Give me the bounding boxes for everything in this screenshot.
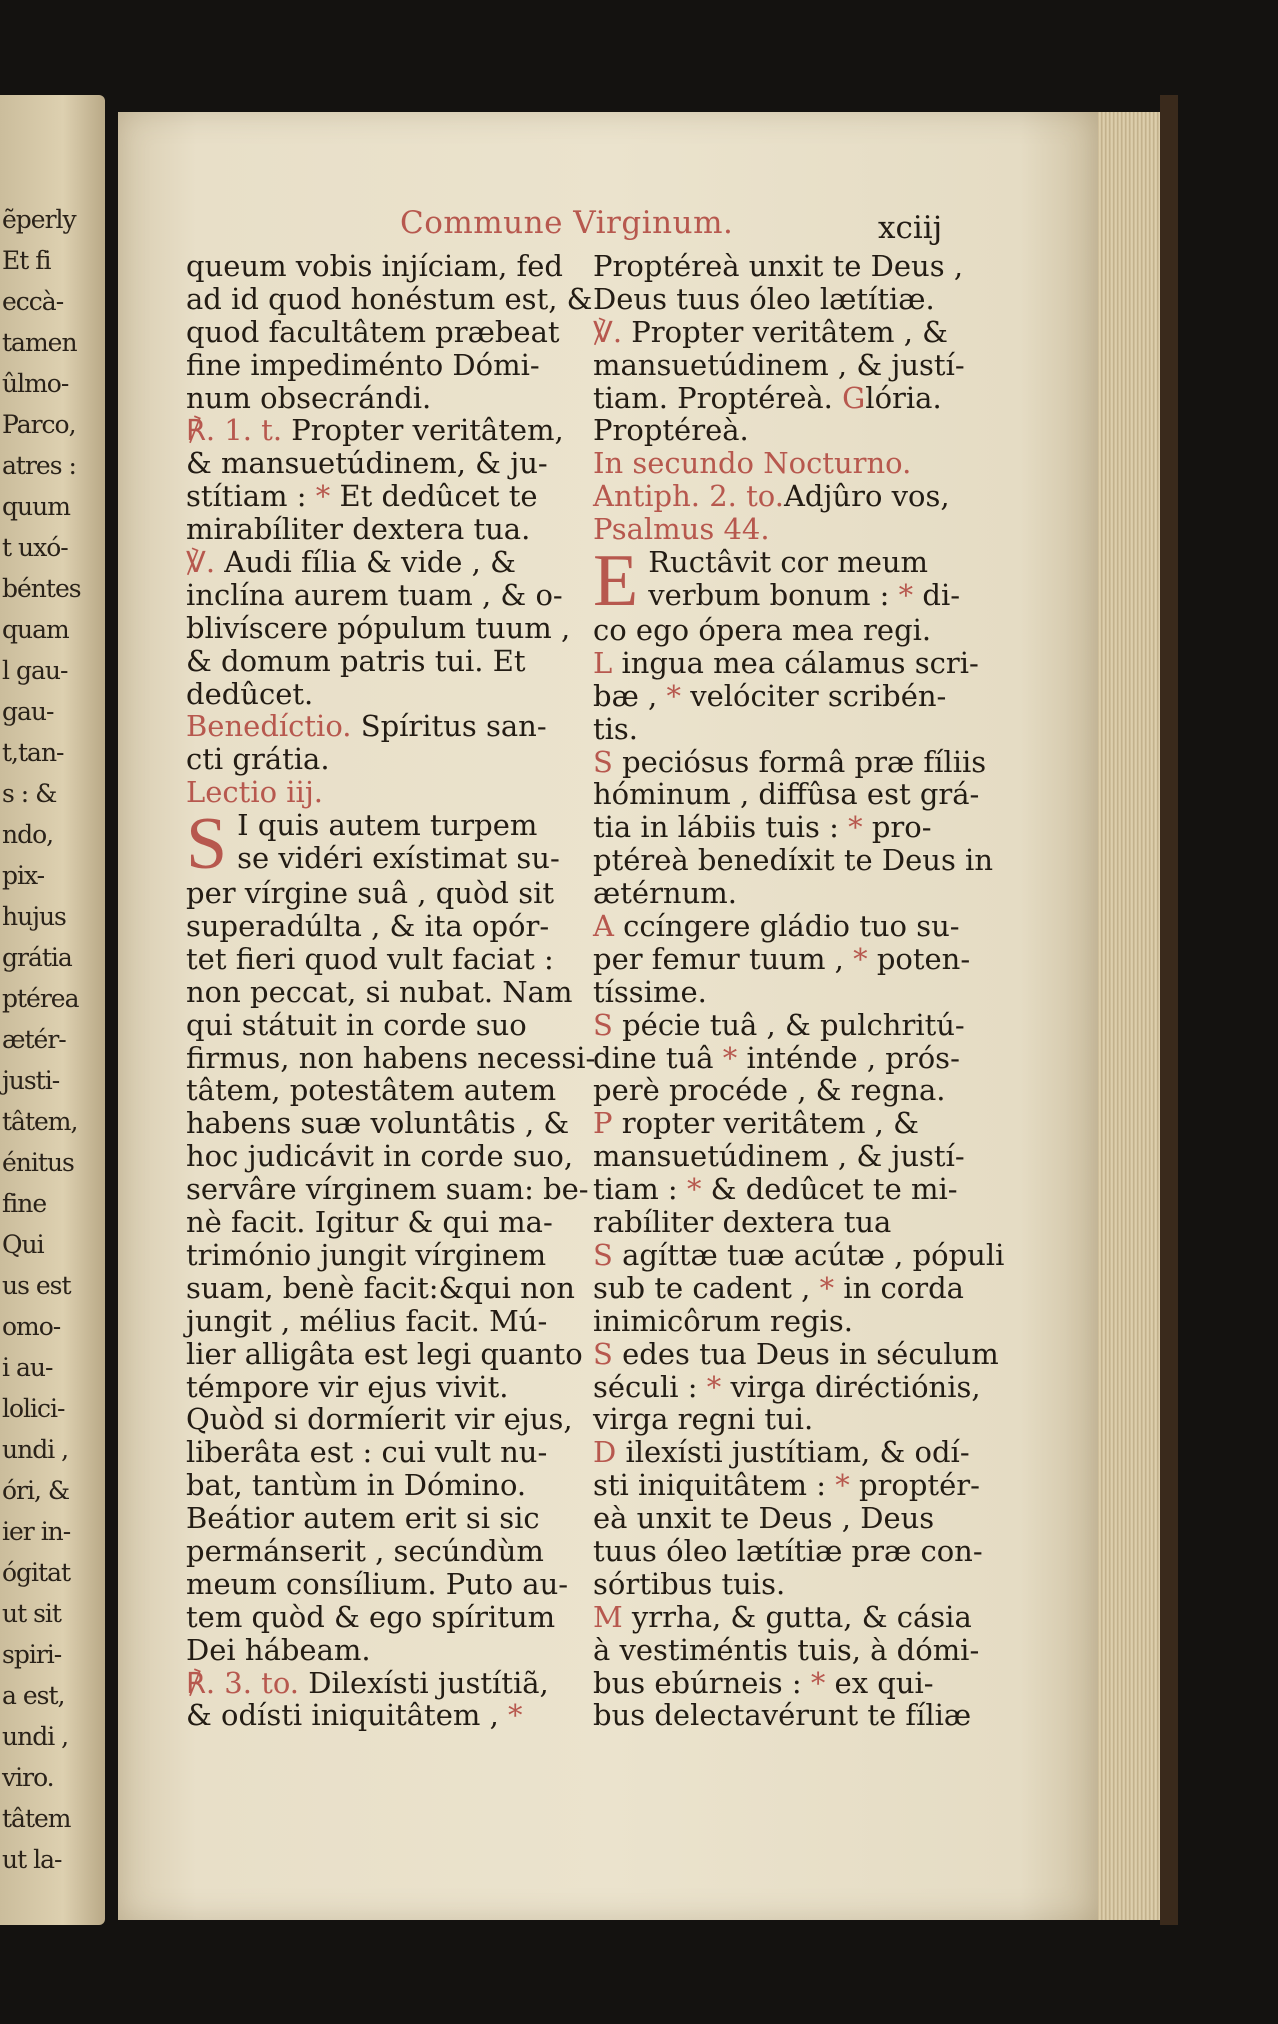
body-text: bat, tantùm in Dómino. — [186, 1468, 527, 1503]
text-line — [186, 612, 576, 645]
text-line — [593, 1369, 981, 1404]
facing-page-fragment: us est — [2, 1271, 71, 1300]
body-text: suam, benè facit:&qui non — [186, 1270, 575, 1305]
text-line — [186, 1601, 576, 1634]
rubric-text: P — [593, 1106, 622, 1141]
body-text: servâre vírginem suam: be- — [186, 1172, 589, 1207]
left-lines-bottom — [186, 876, 596, 1733]
text-line — [186, 1305, 576, 1338]
text-line — [186, 1009, 576, 1042]
body-text: & domum patris tui. Et — [186, 643, 526, 678]
facing-page-fragment: fine — [2, 1189, 47, 1218]
body-text: pécie tuâ , & pulchritú- — [622, 1007, 965, 1042]
facing-page-fragment: ier in- — [2, 1517, 71, 1546]
text-line — [186, 1699, 576, 1732]
text-line — [593, 1336, 999, 1371]
body-text: virga diréctiónis, — [730, 1369, 981, 1404]
text-line — [593, 976, 978, 1009]
body-text: ccíngere gládio tuo su- — [623, 909, 960, 944]
facing-page-fragment: tâtem — [2, 1804, 71, 1833]
body-text: trimónio jungit vírginem — [186, 1237, 547, 1272]
text-line — [593, 414, 978, 447]
text-line — [186, 1074, 576, 1107]
body-text: proptér- — [858, 1468, 980, 1503]
body-text: queum vobis injíciam, fed — [186, 249, 563, 283]
text-line — [186, 1634, 576, 1667]
text-line — [186, 809, 576, 842]
rubric-text: S — [593, 1007, 623, 1042]
facing-page-fragment: l gau- — [2, 656, 68, 685]
right-column — [593, 249, 1005, 1733]
body-text: peciósus formâ præ fíliis — [622, 744, 987, 779]
text-line — [186, 250, 576, 283]
text-line — [593, 546, 978, 579]
text-line — [186, 743, 576, 776]
right-lines-top — [593, 250, 978, 546]
text-line — [186, 910, 576, 943]
text-line — [593, 843, 993, 878]
body-text: tuus óleo lætítiæ præ con- — [593, 1533, 983, 1568]
body-text: Proptéreà. — [593, 413, 749, 448]
body-text: se vidéri exístimat su- — [237, 841, 560, 876]
text-line — [186, 1436, 576, 1469]
body-text: bus delectavérunt te fíliæ — [593, 1698, 972, 1733]
body-text: velóciter scribén- — [690, 678, 947, 713]
body-text: permánserit , secúndùm — [186, 1533, 544, 1568]
text-line — [593, 1568, 978, 1601]
running-header: Commune Virginum. — [400, 205, 734, 241]
facing-page-fragment: atres : — [2, 451, 76, 480]
body-text: per vírgine suâ , quòd sit — [186, 876, 555, 911]
rubric-text: Lectio iij. — [186, 775, 324, 810]
body-text: poten- — [876, 941, 971, 976]
text-line — [593, 910, 978, 943]
body-text: Ructâvit cor meum — [648, 546, 929, 580]
body-text: Deus tuus óleo lætítiæ. — [593, 281, 935, 316]
page-number: xciij — [878, 210, 943, 246]
body-text: blivíscere pópulum tuum , — [186, 610, 571, 645]
rubric-text: * — [835, 1468, 859, 1503]
rubric-text: In secundo Nocturno. — [593, 446, 912, 481]
body-text: tiam : — [593, 1172, 687, 1207]
facing-page-fragment: ætér- — [2, 1025, 66, 1054]
text-line — [593, 614, 978, 647]
body-text: mansuetúdinem , & justí- — [593, 347, 965, 382]
body-text: sub te cadent , — [593, 1270, 820, 1305]
text-line — [593, 382, 978, 415]
text-line — [593, 744, 987, 779]
body-text: di- — [922, 577, 961, 612]
text-line — [593, 1601, 978, 1634]
text-line — [186, 1535, 576, 1568]
body-text: dedûcet. — [186, 676, 314, 711]
text-line — [593, 480, 978, 513]
body-text: Et dedûcet te — [339, 479, 538, 514]
body-text: lier alligâta est legi quanto — [186, 1336, 583, 1371]
rubric-text: S — [593, 1336, 623, 1371]
text-line — [593, 1074, 978, 1107]
text-line — [593, 1272, 978, 1305]
text-line — [593, 1305, 978, 1338]
rubric-text: * — [706, 1369, 731, 1404]
body-text: cti grátia. — [186, 742, 330, 777]
body-text: dine tuâ — [593, 1040, 723, 1075]
body-text: in corda — [843, 1270, 964, 1305]
body-text: tâtem, potestâtem autem — [186, 1073, 557, 1108]
facing-page-fragment: undi , — [2, 1722, 69, 1751]
rubric-text: * — [898, 577, 923, 612]
text-line — [186, 877, 576, 910]
text-line — [593, 1403, 978, 1436]
text-line — [593, 877, 978, 910]
text-line — [593, 647, 978, 680]
rubric-text: * — [315, 479, 340, 514]
body-text: Quòd si dormíerit vir ejus, — [186, 1402, 573, 1437]
body-text: Beátior autem erit si sic — [186, 1501, 540, 1536]
body-text: non peccat, si nubat. Nam — [186, 974, 573, 1009]
body-text: co ego ópera mea regi. — [593, 613, 932, 648]
body-text: liberâta est : cui vult nu- — [186, 1435, 548, 1470]
body-text: ptéreà benedíxit te Deus in — [593, 843, 993, 878]
facing-page-fragment: ptérea — [2, 984, 79, 1013]
text-line — [186, 1272, 576, 1305]
text-line — [186, 513, 576, 546]
text-line — [186, 349, 576, 382]
text-line — [593, 1533, 983, 1568]
text-line — [186, 1502, 576, 1535]
text-line — [593, 778, 978, 811]
body-text: qui státuit in corde suo — [186, 1007, 527, 1042]
facing-page-fragment: eccà- — [2, 287, 64, 316]
body-text: tis. — [593, 711, 639, 746]
body-text: Propter veritâtem, — [291, 413, 564, 448]
facing-page-fragment: ut sit — [2, 1599, 61, 1628]
facing-page-fragment: énitus — [2, 1148, 74, 1177]
body-text: eà unxit te Deus , Deus — [593, 1501, 935, 1536]
body-text: virga regni tui. — [593, 1402, 814, 1437]
body-text: tem quòd & ego spíritum — [186, 1599, 556, 1634]
text-line — [593, 250, 978, 283]
body-text: Spíritus san- — [360, 709, 547, 744]
body-text: agíttæ tuæ acútæ , pópuli — [622, 1237, 1005, 1272]
body-text: hoc judicávit in corde suo, — [186, 1139, 574, 1174]
body-text: ingua mea cálamus scri- — [621, 645, 979, 680]
text-line — [186, 447, 576, 480]
rubric-text: * — [848, 810, 872, 845]
text-line — [593, 1502, 978, 1535]
text-line — [186, 414, 576, 447]
body-text: per femur tuum , — [593, 941, 854, 976]
text-line — [593, 1667, 978, 1700]
body-text: ropter veritâtem , & — [621, 1106, 919, 1141]
facing-page-fragment: s : & — [2, 779, 57, 808]
body-text: Dilexísti justítiã, — [308, 1665, 549, 1700]
text-line — [186, 1568, 576, 1601]
text-line — [186, 1239, 576, 1272]
text-line — [186, 943, 576, 976]
text-line — [593, 1140, 978, 1173]
text-line — [593, 349, 978, 382]
body-text: inclína aurem tuam , & o- — [186, 577, 563, 612]
body-text: yrrha, & gutta, & cásia — [631, 1599, 972, 1634]
rubric-text: S — [593, 744, 623, 779]
rubric-text: M — [593, 1599, 632, 1634]
rubric-text: * — [853, 941, 877, 976]
drop-cap: S — [186, 809, 228, 878]
body-text: mansuetúdinem , & justí- — [593, 1139, 965, 1174]
text-line — [186, 645, 576, 678]
body-text: meum consílium. Puto au- — [186, 1566, 569, 1601]
rubric-text: ℣. — [593, 314, 632, 349]
text-line — [593, 713, 978, 746]
body-text: témpore vir ejus vivit. — [186, 1369, 509, 1404]
rubric-text: * — [810, 1665, 835, 1700]
body-text: lória. — [865, 380, 942, 415]
left-column — [186, 249, 596, 1733]
text-line — [593, 1699, 978, 1732]
text-line — [593, 680, 978, 713]
facing-page-fragment: béntes — [2, 574, 81, 603]
body-text: sti iniquitâtem : — [593, 1468, 836, 1503]
rubric-text: ℟. 3. to. — [186, 1665, 309, 1700]
facing-page-fragment: quum — [2, 492, 70, 521]
body-text: pro- — [871, 810, 932, 845]
text-line — [186, 1040, 596, 1075]
body-text: edes tua Deus in séculum — [622, 1336, 999, 1371]
body-text: tiam. Proptéreà. — [593, 380, 843, 415]
body-text: jungit , mélius facit. Mú- — [186, 1303, 548, 1338]
facing-page-fragment: quam — [2, 615, 69, 644]
facing-page-fragment: justi- — [2, 1066, 60, 1095]
body-text: firmus, non habens necessi- — [186, 1040, 596, 1075]
body-text: Proptéreà unxit te Deus , — [593, 249, 964, 283]
body-text: rabíliter dextera tua — [593, 1205, 892, 1240]
rubric-text: * — [819, 1270, 844, 1305]
body-text: mirabíliter dextera tua. — [186, 512, 531, 547]
facing-page-fragment: ndo, — [2, 820, 54, 849]
rubric-text: D — [593, 1435, 626, 1470]
body-text: & dedûcet te mi- — [710, 1172, 958, 1207]
facing-page-edge — [0, 95, 105, 1925]
text-line — [593, 283, 978, 316]
facing-page-fragment: spiri- — [2, 1640, 62, 1669]
left-drop-block — [186, 809, 576, 877]
body-text: Adjûro vos, — [783, 479, 950, 514]
facing-page-fragment: Parco, — [2, 410, 76, 439]
text-line — [186, 1469, 576, 1502]
body-text: tia in lábiis tuis : — [593, 810, 849, 845]
facing-page-fragment: grátia — [2, 943, 72, 972]
body-text: fine impediménto Dómi- — [186, 347, 540, 382]
text-line — [186, 480, 576, 513]
rubric-text: G — [842, 380, 866, 415]
body-text: verbum bonum : — [648, 577, 899, 612]
body-text: inténde , prós- — [746, 1040, 960, 1075]
facing-page-fragment: a est, — [2, 1681, 65, 1710]
facing-page-fragment: Et fi — [2, 246, 51, 275]
text-line — [186, 1667, 576, 1700]
right-lines-bottom — [593, 613, 1005, 1733]
rubric-text: * — [686, 1172, 711, 1207]
text-line — [593, 943, 978, 976]
facing-page-fragment: viro. — [2, 1763, 54, 1792]
rubric-text: * — [508, 1698, 523, 1733]
text-line — [593, 1206, 978, 1239]
rubric-text: * — [666, 678, 691, 713]
body-text: stítiam : — [186, 479, 316, 514]
body-text: tíssime. — [593, 974, 707, 1009]
text-line — [186, 281, 593, 316]
body-text: Propter veritâtem , & — [631, 314, 948, 349]
rubric-text: Antiph. 2. to. — [593, 479, 784, 514]
text-line — [593, 1237, 1005, 1272]
body-text: & odísti iniquitâtem , — [186, 1698, 509, 1733]
body-text: ilexísti justítiam, & odí- — [625, 1435, 970, 1470]
rubric-text: Benedíctio. — [186, 709, 361, 744]
page-edges — [1098, 112, 1160, 1920]
body-text: Audi fília & vide , & — [224, 545, 516, 580]
rubric-text: S — [593, 1237, 623, 1272]
text-line — [186, 1140, 576, 1173]
body-text: ad id quod honéstum est, & — [186, 281, 593, 316]
text-line — [186, 579, 576, 612]
left-drop-lines — [186, 809, 576, 878]
text-line — [593, 447, 978, 480]
facing-page-fragment: t uxó- — [2, 533, 68, 562]
text-line — [186, 316, 576, 349]
text-line — [593, 811, 978, 844]
text-line — [186, 1172, 589, 1207]
rubric-text: ℣. — [186, 545, 225, 580]
drop-cap: E — [593, 546, 639, 615]
text-line — [186, 1336, 583, 1371]
body-text: ex qui- — [834, 1665, 934, 1700]
body-text: I quis autem turpem — [237, 809, 538, 843]
text-line — [186, 1371, 576, 1404]
right-drop-lines — [593, 546, 978, 615]
body-text: inimicôrum regis. — [593, 1303, 853, 1338]
facing-page-fragment: i au- — [2, 1353, 53, 1382]
text-line — [593, 1469, 978, 1502]
facing-page-fragment: t,tan- — [2, 738, 64, 767]
text-line — [186, 382, 576, 415]
facing-page-fragment: omo- — [2, 1312, 61, 1341]
text-line — [593, 1634, 978, 1667]
rubric-text: A — [593, 909, 624, 944]
right-drop-block — [593, 546, 978, 614]
text-line — [186, 678, 576, 711]
body-text: & mansuetúdinem, & ju- — [186, 446, 548, 481]
text-line — [186, 776, 576, 809]
facing-page-fragment: ûlmo- — [2, 369, 69, 398]
text-line — [593, 1107, 978, 1140]
facing-page-fragment: tamen — [2, 328, 77, 357]
body-text: à vestiméntis tuis, à dómi- — [593, 1632, 980, 1667]
facing-page-fragment: ẽperly — [2, 205, 76, 234]
body-text: hóminum , diffûsa est grá- — [593, 777, 980, 812]
body-text: habens suæ voluntâtis , & — [186, 1106, 570, 1141]
body-text: bus ebúrneis : — [593, 1665, 811, 1700]
facing-page-fragment: undi , — [2, 1435, 69, 1464]
body-text: perè procéde , & regna. — [593, 1073, 946, 1108]
facing-page-fragment: gau- — [2, 697, 54, 726]
facing-page-fragment: tâtem, — [2, 1107, 78, 1136]
rubric-text: Psalmus 44. — [593, 512, 770, 547]
text-line — [186, 546, 576, 579]
rubric-text: * — [722, 1040, 747, 1075]
body-text: séculi : — [593, 1369, 707, 1404]
text-line — [593, 579, 978, 612]
facing-page-fragment: hujus — [2, 902, 66, 931]
text-line — [186, 710, 576, 743]
facing-page-fragment: óri, & — [2, 1476, 70, 1505]
left-lines-top — [186, 249, 593, 810]
body-text: num obsecrándi. — [186, 380, 432, 415]
text-line — [186, 1206, 576, 1239]
text-line — [593, 513, 978, 546]
text-line — [186, 1107, 576, 1140]
facing-page-fragment: lolici- — [2, 1394, 65, 1423]
facing-page-fragment: ógitat — [2, 1558, 71, 1587]
text-line — [593, 1042, 978, 1075]
text-line — [186, 842, 576, 875]
text-line — [593, 316, 978, 349]
body-text: superadúlta , & ita opór- — [186, 909, 550, 944]
text-line — [186, 976, 576, 1009]
body-text: ætérnum. — [593, 876, 738, 911]
facing-page-fragment: ut la- — [2, 1845, 62, 1874]
body-text: nè facit. Igitur & qui ma- — [186, 1205, 553, 1240]
facing-page-fragment: Qui — [2, 1230, 44, 1259]
text-line — [593, 1009, 978, 1042]
body-text: sórtibus tuis. — [593, 1566, 786, 1601]
rubric-text: L — [593, 645, 622, 680]
book-cover — [1160, 95, 1178, 1925]
body-text: Dei hábeam. — [186, 1632, 371, 1667]
body-text: quod facultâtem præbeat — [186, 314, 560, 349]
body-text: bæ , — [593, 678, 667, 713]
facing-page-fragment: pix- — [2, 861, 45, 890]
text-line — [593, 1436, 978, 1469]
rubric-text: ℟. 1. t. — [186, 413, 292, 448]
text-line — [186, 1403, 576, 1436]
text-line — [593, 1173, 978, 1206]
body-text: tet fieri quod vult faciat : — [186, 941, 554, 976]
